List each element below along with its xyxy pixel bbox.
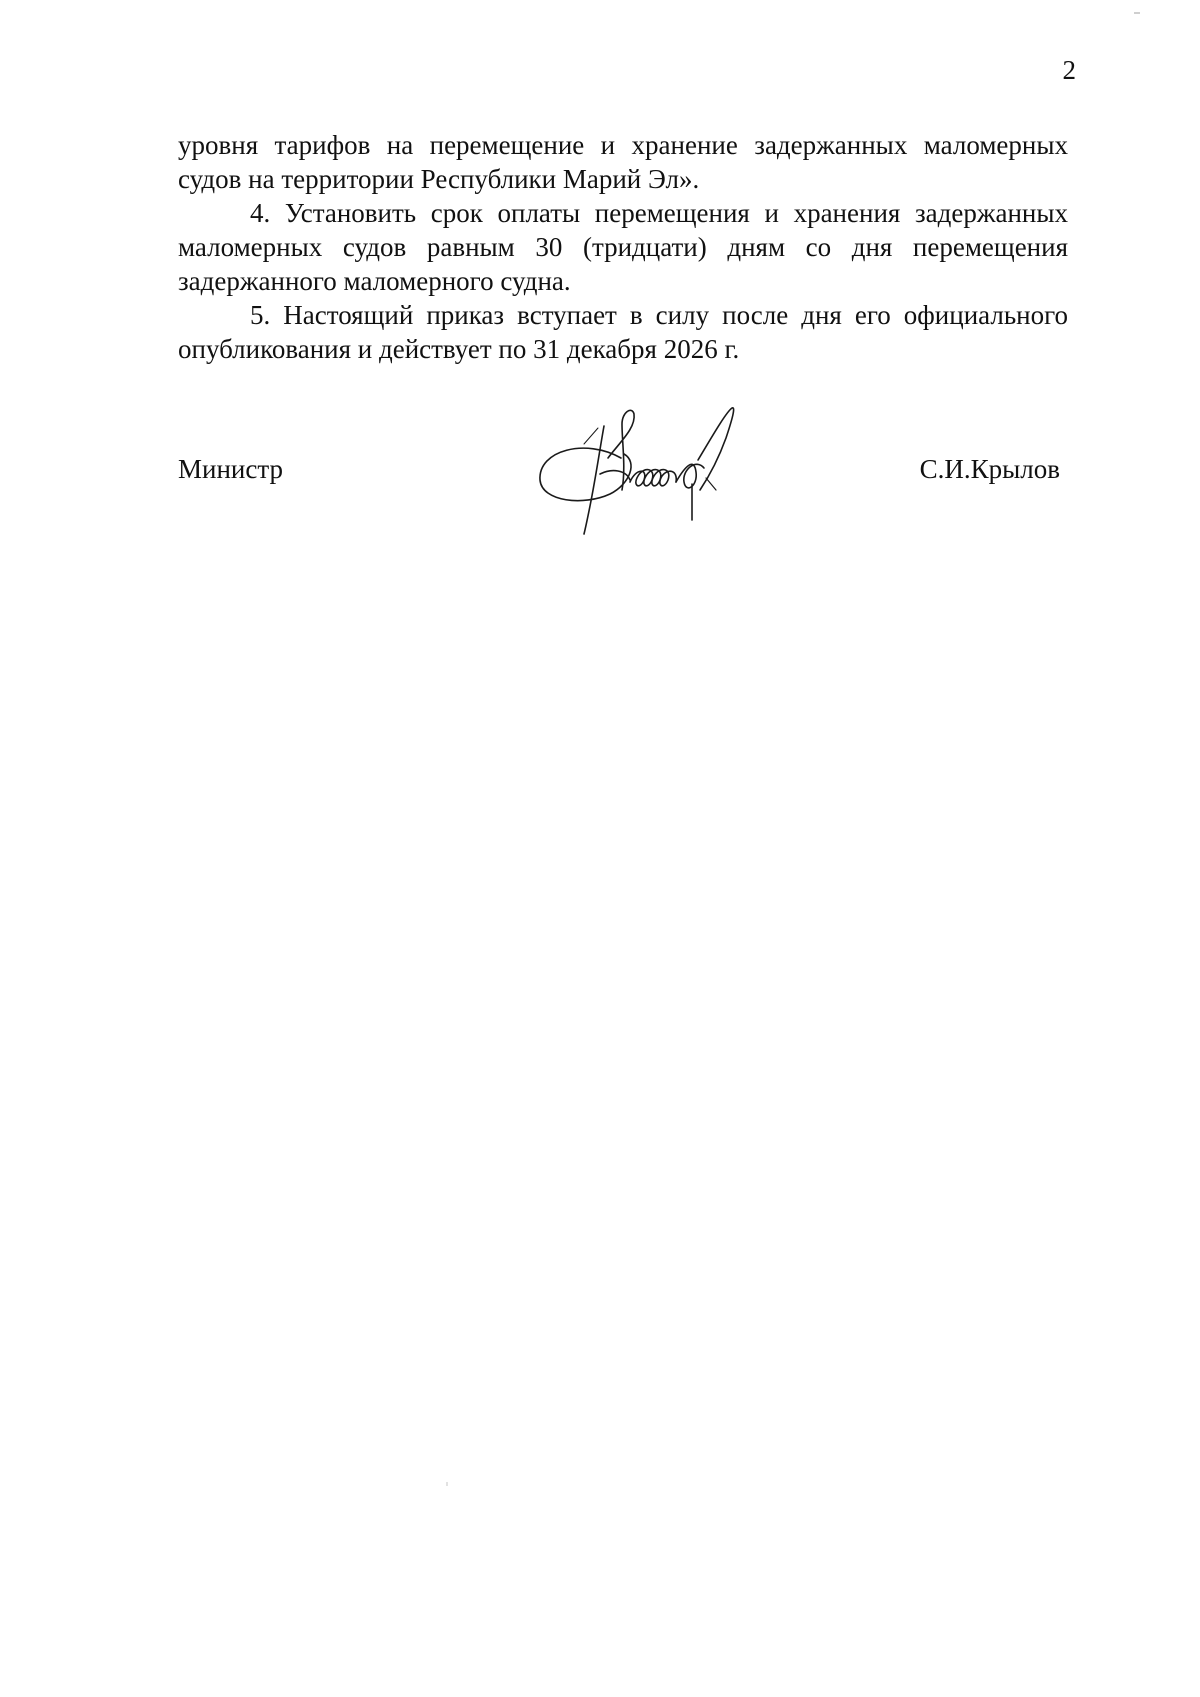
document-body [178, 128, 1068, 366]
paragraph-continuation: уровня тарифов на перемещение и хранение задержанных маломерных судов на территории Республики Марий Эл». [178, 130, 1068, 194]
scan-artifact [446, 1482, 448, 1486]
page-number: 2 [1062, 55, 1076, 85]
signatory-name: С.И.Крылов [919, 454, 1060, 484]
paragraph-item-4: 4. Установить срок оплаты перемещения и хранения задержанных маломерных судов равным 30 (тридцати) дням со дня перемещения задержанного маломерного судна. [178, 198, 1068, 296]
signature-block [178, 420, 1068, 550]
paragraph-item-5: 5. Настоящий приказ вступает в силу после дня его официального опубликования и действует по 31 декабря 2026 г. [178, 300, 1068, 364]
signatory-position: Министр [178, 454, 283, 484]
handwritten-signature-icon [526, 398, 766, 548]
scan-artifact [1134, 12, 1140, 14]
